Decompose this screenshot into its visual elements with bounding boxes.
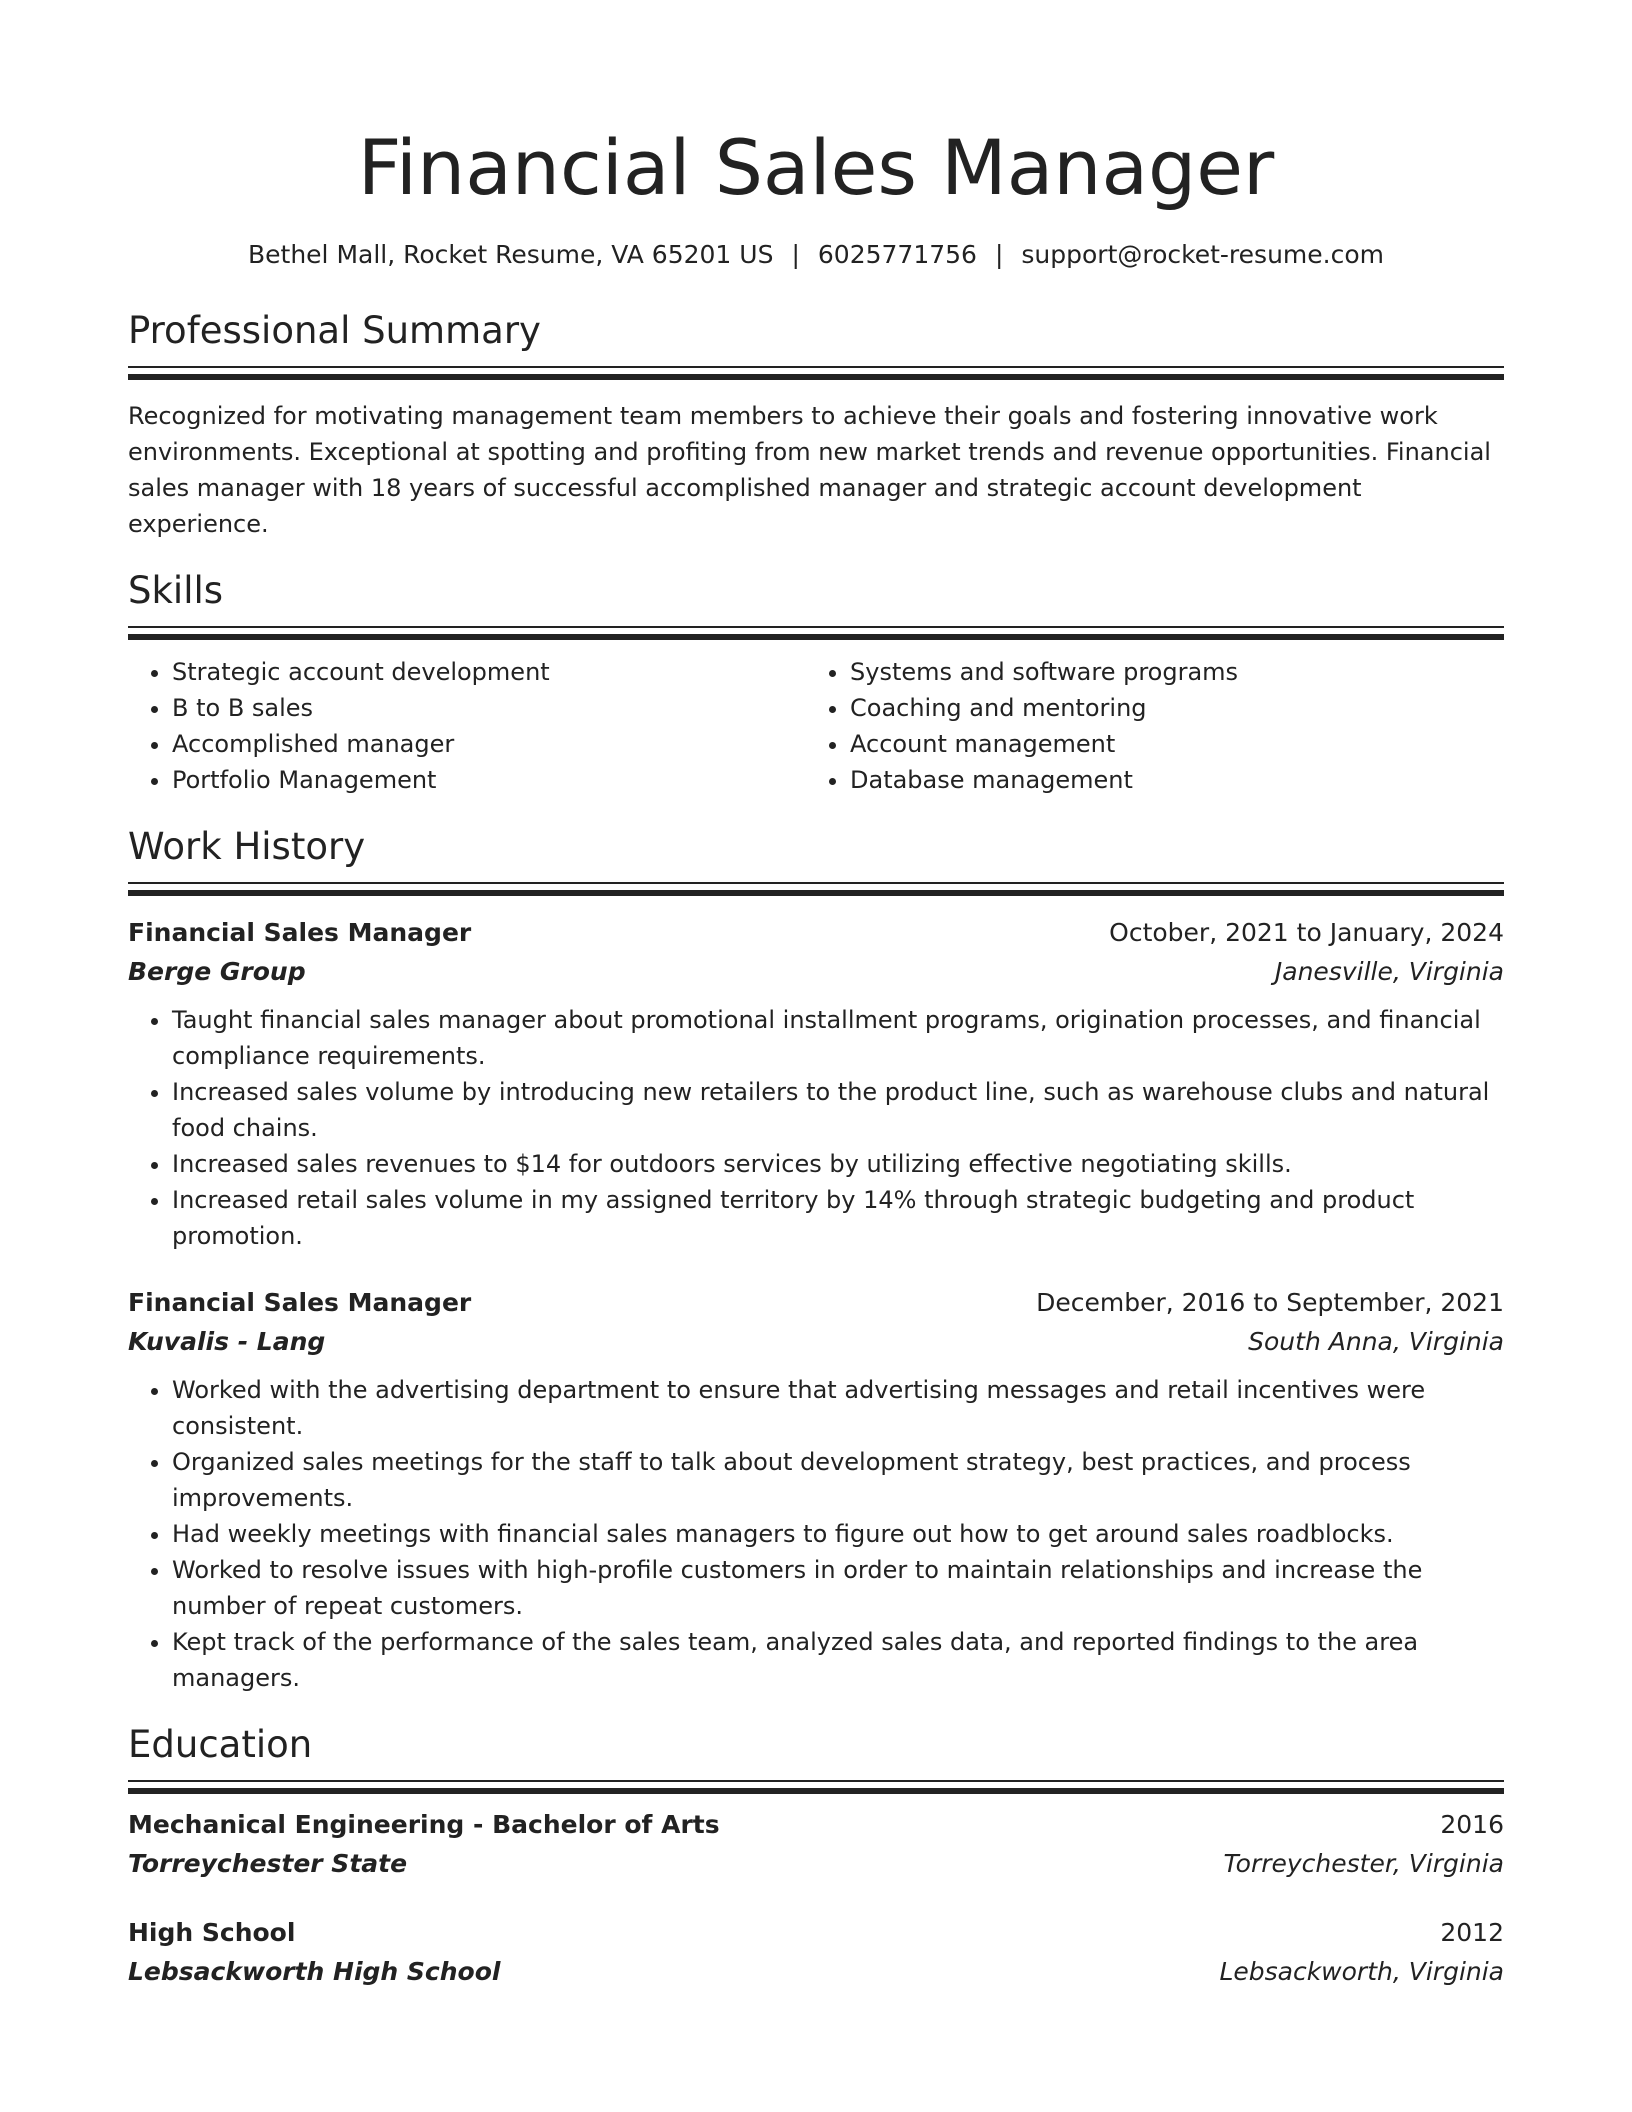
education-entry [128,1806,1504,1884]
skills-list-left [128,654,806,798]
skill-item: • Database management [850,762,1504,798]
education-school: Lebsackworth High School [128,1957,501,1986]
skill-item: • Strategic account development [172,654,806,690]
job-location: Janesville, Virginia [1274,957,1504,986]
job-bullet: • Worked with the advertising department to ensure that advertising messages and retail incentives were consistent. [172,1372,1504,1444]
contact-phone: 6025771756 [817,240,977,269]
summary-text: Recognized for motivating management team members to achieve their goals and fostering innovative work environments. Exceptional at spotting and profiting from new market trends and revenue opportunities. Financial sales manager with 18 years of successful accomplished manager and strategic account development experience. [128,402,1491,538]
job-bullet: • Organized sales meetings for the staff to talk about development strategy, best practices, and process improvements. [172,1444,1504,1516]
job-company: Kuvalis - Lang [128,1327,326,1356]
job-dates: December, 2016 to September, 2021 [1036,1288,1504,1317]
job-dates: October, 2021 to January, 2024 [1109,918,1504,947]
section-divider [128,1780,1504,1794]
job-bullet: • Kept track of the performance of the sales team, analyzed sales data, and reported findings to the area managers. [172,1624,1504,1696]
section-divider [128,626,1504,640]
contact-line [128,238,1504,272]
job-role: Financial Sales Manager [128,1288,472,1317]
section-heading-summary: Professional Summary [128,309,541,352]
job-subheader [128,1322,1504,1362]
skills-columns [128,654,1504,798]
education-header [128,1806,1504,1844]
job-bullet: • Increased sales volume by introducing new retailers to the product line, such as warehouse clubs and natural food chains. [172,1074,1504,1146]
education-section [128,1722,1504,1992]
skill-item: • Portfolio Management [172,762,806,798]
skill-item: • Systems and software programs [850,654,1504,690]
job-header [128,914,1504,952]
education-header [128,1914,1504,1952]
contact-separator: | [994,240,1004,269]
job-bullet: • Increased retail sales volume in my assigned territory by 14% through strategic budgeting and product promotion. [172,1182,1504,1254]
education-location: Torreychester, Virginia [1223,1849,1504,1878]
job-role: Financial Sales Manager [128,918,472,947]
job-bullet: • Increased sales revenues to $14 for outdoors services by utilizing effective negotiating skills. [172,1146,1504,1182]
education-entry [128,1914,1504,1992]
skills-section [128,568,1504,798]
resume-title: Financial Sales Manager [357,123,1275,212]
job-company: Berge Group [128,957,306,986]
education-subheader [128,1952,1504,1992]
skills-list-right [806,654,1504,798]
education-degree: High School [128,1918,296,1947]
education-school: Torreychester State [128,1849,408,1878]
job-bullets [128,1002,1504,1254]
job-entry [128,1284,1504,1696]
skill-item: • Account management [850,726,1504,762]
work-section [128,824,1504,1696]
education-year: 2012 [1440,1918,1504,1947]
job-location: South Anna, Virginia [1248,1327,1504,1356]
section-heading-education: Education [128,1723,313,1766]
section-heading-work: Work History [128,825,366,868]
education-year: 2016 [1440,1810,1504,1839]
education-subheader [128,1844,1504,1884]
education-degree: Mechanical Engineering - Bachelor of Arts [128,1810,720,1839]
job-subheader [128,952,1504,992]
job-header [128,1284,1504,1322]
summary-section [128,308,1504,542]
skill-item: • B to B sales [172,690,806,726]
contact-email: support@rocket-resume.com [1021,240,1384,269]
job-bullet: • Worked to resolve issues with high-profile customers in order to maintain relationships and increase the number of repeat customers. [172,1552,1504,1624]
section-divider [128,882,1504,896]
job-bullet: • Had weekly meetings with financial sales managers to figure out how to get around sales roadblocks. [172,1516,1504,1552]
job-bullet: • Taught financial sales manager about promotional installment programs, origination processes, and financial compliance requirements. [172,1002,1504,1074]
section-divider [128,366,1504,380]
contact-address: Bethel Mall, Rocket Resume, VA 65201 US [248,240,774,269]
skill-item: • Coaching and mentoring [850,690,1504,726]
job-bullets [128,1372,1504,1696]
contact-separator: | [791,240,800,269]
job-entry [128,914,1504,1254]
resume-page [128,0,1504,1992]
skill-item: • Accomplished manager [172,726,806,762]
education-location: Lebsackworth, Virginia [1219,1957,1504,1986]
section-heading-skills: Skills [128,569,224,612]
